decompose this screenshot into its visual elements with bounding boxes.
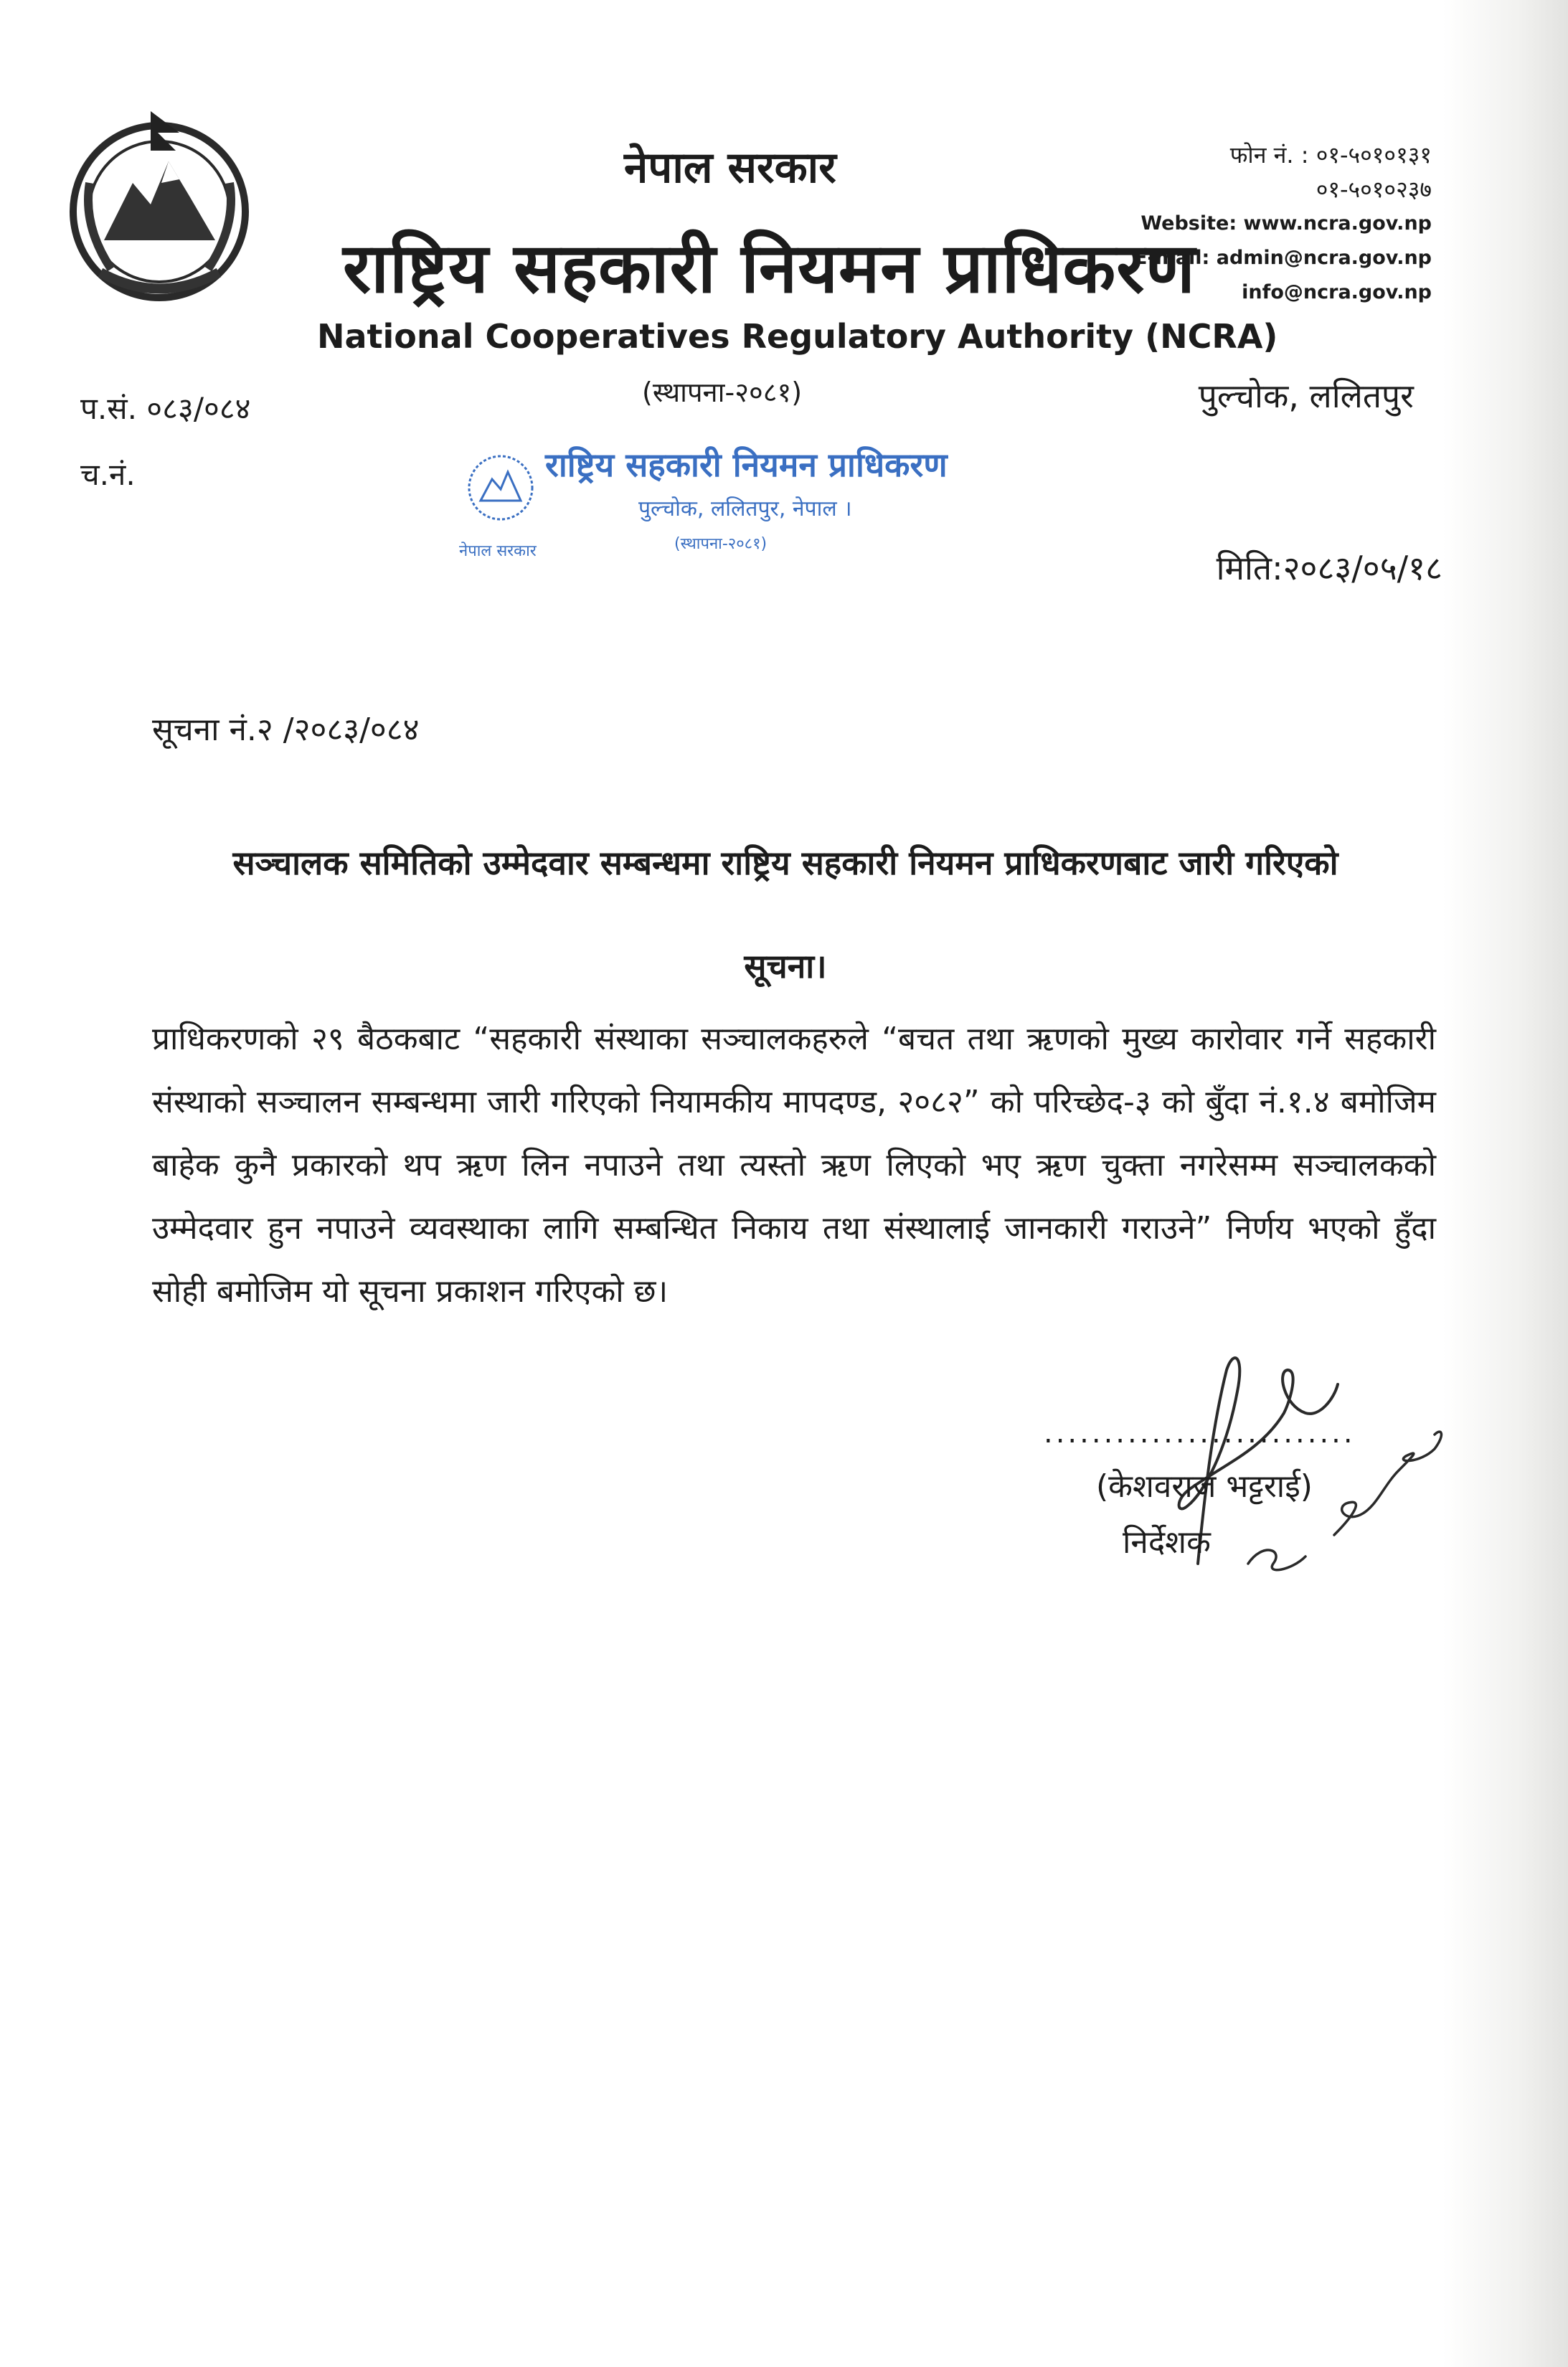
office-stamp: [459, 425, 948, 568]
nepal-emblem-icon: [61, 104, 258, 308]
notice-subject-end: सूचना।: [744, 947, 827, 986]
signatory-title: निर्देशक: [1123, 1524, 1211, 1561]
reference-number: प.सं. ०८३/०८४: [80, 391, 251, 426]
phone-line-1: [1134, 138, 1432, 172]
established-year: (स्थापना-२०८१): [642, 377, 803, 408]
contact-block: [1134, 138, 1432, 310]
signature-line: ..........................: [1044, 1417, 1356, 1450]
website: Website: www.ncra.gov.np: [1140, 212, 1432, 235]
letter-date: मिति:२०८३/०५/१८: [1216, 549, 1442, 587]
stamp-emblem-icon: [465, 445, 537, 531]
stamp-address: पुल्चोक, ललितपुर, नेपाल ।: [638, 496, 852, 521]
notice-body: प्राधिकरणको २९ बैठकबाट “सहकारी संस्थाका सञ्चालकहरुले “बचत तथा ऋणको मुख्य कारोवार गर्ने सहकारी संस्थाको सञ्चालन सम्बन्धमा जारी गरिएको नियामकीय मापदण्ड, २०८२” को परिच्छेद-३ को बुँदा नं.१.४ बमोजिम बाहेक कुनै प्रकारको थप ऋण लिन नपाउने तथा त्यस्तो ऋण लिएको भए ऋण चुक्ता नगरेसम्म सञ्चालकको उम्मेदवार हुन नपाउने व्यवस्थाका लागि सम्बन्धित निकाय तथा संस्थालाई जानकारी गराउने” निर्णय भएको हुँदा सोही बमोजिम यो सूचना प्रकाशन गरिएको छ।: [152, 1021, 1436, 1310]
phone-number-1: ०१-५०१०१३१: [1316, 141, 1432, 169]
email: E-mail: admin@ncra.gov.np: [1134, 247, 1432, 269]
office-location: पुल्चोक, ललितपुर: [1198, 377, 1414, 415]
stamp-established: (स्थापना-२०८१): [674, 535, 768, 553]
phone-label: फोन नं. :: [1229, 141, 1309, 169]
signatory-name: (केशवराज भट्टराई): [1096, 1468, 1313, 1505]
stamp-title: राष्ट्रिय सहकारी नियमन प्राधिकरण: [545, 445, 948, 484]
organization-name-english: National Cooperatives Regulatory Authority (NCRA): [317, 317, 1278, 356]
notice-subject: सञ्चालक समितिको उम्मेदवार सम्बन्धमा राष्ट्रिय सहकारी नियमन प्राधिकरणबाट जारी गरिएको: [232, 844, 1338, 882]
notice-number: सूचना नं.२ /२०८३/०८४: [152, 712, 420, 748]
stamp-government: नेपाल सरकार: [459, 542, 537, 560]
organization-name-nepali: राष्ट्रिय सहकारी नियमन प्राधिकरण: [343, 228, 1196, 308]
government-name: नेपाल सरकार: [624, 143, 836, 193]
email-secondary: info@ncra.gov.np: [1242, 281, 1432, 303]
dispatch-number: च.नं.: [80, 457, 136, 492]
phone-number-2: ०१-५०१०२३७: [1316, 176, 1432, 203]
